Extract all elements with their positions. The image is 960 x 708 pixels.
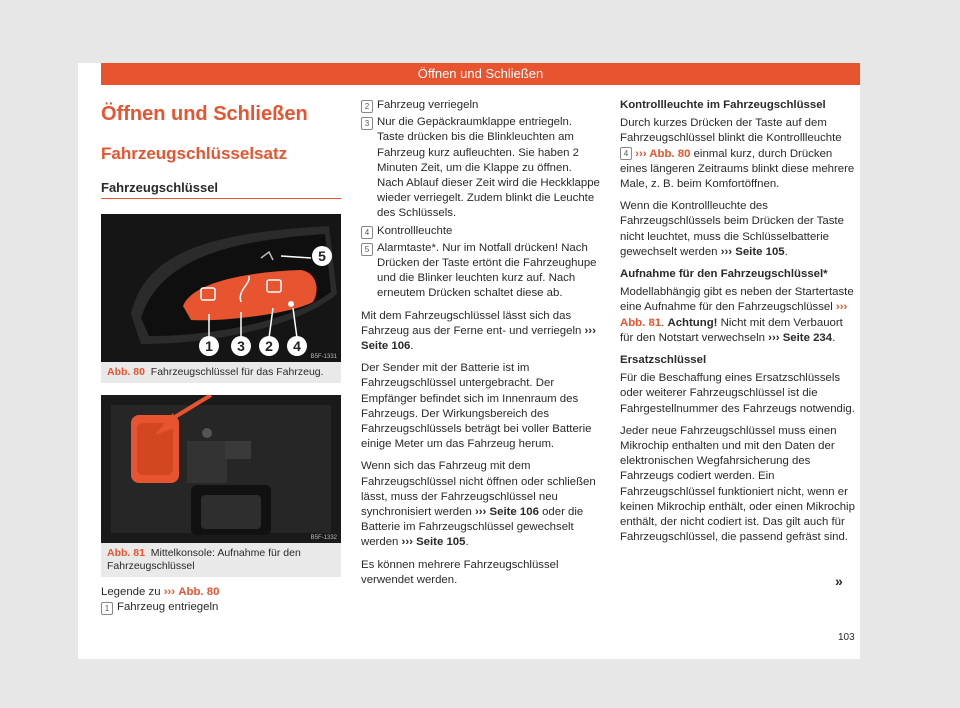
console-image	[101, 395, 341, 543]
paragraph: Wenn sich das Fahrzeug mit dem Fahrzeugschlüssel nicht öffnen oder schließen lässt, muss der Fahrzeugschlüssel neu synchronisiert werden ››› Seite 106 oder die Batterie im Fahrzeugschlüssel gewechselt werden ››› Seite 105.	[361, 460, 596, 549]
legend-item: 2 Fahrzeug verriegeln	[361, 98, 601, 113]
figure-link[interactable]: ››› Abb. 81	[620, 301, 848, 329]
subsection-title: Fahrzeugschlüssel	[101, 180, 219, 195]
section-title: Fahrzeugschlüsselsatz	[101, 144, 288, 163]
legend-number: 4	[361, 226, 373, 239]
figure-label: Abb. 81	[107, 547, 145, 559]
legend-intro: Legende zu ››› Abb. 80	[101, 586, 220, 598]
legend-number: 1	[101, 602, 113, 615]
figure-80	[101, 214, 341, 383]
page-header: Öffnen und Schließen	[101, 63, 860, 85]
callout-1: 1	[199, 336, 219, 356]
callout-2: 2	[259, 336, 279, 356]
figure-81	[101, 395, 341, 577]
key-fob-image	[101, 214, 341, 362]
paragraph: Es können mehrere Fahrzeugschlüssel verwendet werden.	[361, 558, 559, 586]
paragraph: Modellabhängig gibt es neben der Startertaste eine Aufnahme für den Fahrzeugschlüssel ››› Abb. 81. Achtung! Nicht mit dem Verbauort für den Notstart verwechseln ››› Seite 234.	[620, 286, 854, 344]
page-title: Öffnen und Schließen	[101, 103, 308, 125]
callout-5: 5	[312, 246, 332, 266]
paragraph: Jeder neue Fahrzeugschlüssel muss einen Mikrochip enthalten und mit den Daten der elektronischen Wegfahrsicherung des Fahrzeugs codiert werden. Ein Fahrzeugschlüssel funktioniert nicht, wenn er keinen Mikrochip enthält, oder einen Mikrochip enthält, der nicht codiert ist. Das gilt auch für Fahrzeugschlüssel, die passend gefräst sind.	[620, 424, 855, 544]
page-link[interactable]: ››› Seite 105	[720, 245, 785, 258]
figure-code: B5F-1332	[310, 535, 337, 541]
subheading: Kontrollleuchte im Fahrzeugschlüssel	[620, 99, 826, 111]
figure-caption	[101, 362, 341, 383]
legend-intro-arrow[interactable]: ›››	[163, 586, 176, 598]
paragraph: Für die Beschaffung eines Ersatzschlüssels oder weiterer Fahrzeugschlüssel ist die Fahrgestellnummer des Fahrzeugs notwendig.	[620, 372, 855, 415]
callout-4: 4	[287, 336, 307, 356]
paragraph: Mit dem Fahrzeugschlüssel lässt sich das Fahrzeug aus der Ferne ent- und verriegeln ››› Seite 106.	[361, 309, 596, 353]
page-link[interactable]: ››› Seite 105	[401, 536, 466, 549]
console-illustration	[101, 395, 341, 543]
right-column	[620, 98, 856, 552]
legend-item: 5 Alarmtaste*. Nur im Notfall drücken! Nach Drücken der Taste ertönt die Fahrzeughupe und die Blinker leuchten kurz auf. Nach erneutem Drücken schaltet diese ab.	[361, 241, 601, 302]
legend-number: 5	[361, 243, 373, 256]
subheading: Aufnahme für den Fahrzeugschlüssel*	[620, 268, 828, 281]
page-link[interactable]: ››› Seite 234	[768, 331, 833, 344]
figure-label: Abb. 80	[107, 366, 145, 378]
continue-marker: »	[835, 573, 843, 589]
paragraph: Wenn die Kontrollleuchte des Fahrzeugschlüssels beim Drücken der Taste nicht leuchtet, muss die Schlüsselbatterie gewechselt werden ››› Seite 105.	[620, 200, 844, 258]
legend-number: 4	[620, 147, 632, 160]
legend-number: 2	[361, 100, 373, 113]
page-link[interactable]: ››› Seite 106	[361, 324, 596, 353]
paragraph: Durch kurzes Drücken der Taste auf dem Fahrzeugschlüssel blinkt die Kontrollleuchte 4 ››› Abb. 80 einmal kurz, durch Drücken eines längeren Zeitraums blinkt diese mehrere Male, z. B. beim Komfortöffnen.	[620, 117, 855, 191]
page-link[interactable]: ››› Seite 106	[474, 506, 539, 519]
figure-link[interactable]: ››› Abb. 80	[632, 147, 691, 160]
figure-code: B5F-1331	[310, 354, 337, 360]
subsection-divider	[101, 198, 341, 199]
legend-intro-link[interactable]: Abb. 80	[178, 586, 220, 598]
subheading: Ersatzschlüssel	[620, 354, 707, 367]
legend-item: 3 Nur die Gepäckraumklappe entriegeln. Taste drücken bis die Blinkleuchten am Fahrzeug kurz aufleuchten. Sie haben 2 Minuten Zeit, um die Klappe zu öffnen. Nach Ablauf dieser Zeit wird die Heckklappe wieder verriegelt. Zudem blinkt die Leuchte des Schlüssels.	[361, 115, 601, 221]
callout-3: 3	[231, 336, 251, 356]
legend-number: 3	[361, 117, 373, 130]
page-number: 103	[838, 632, 855, 643]
legend-intro-block	[101, 585, 341, 617]
legend-item: 4 Kontrollleuchte	[361, 224, 601, 239]
figure-caption-text: Fahrzeugschlüssel für das Fahrzeug.	[150, 366, 324, 378]
paragraph: Der Sender mit der Batterie ist im Fahrzeugschlüssel untergebracht. Der Empfänger befindet sich im Innenraum des Fahrzeugs. Der Wirkungsbereich des Fahrzeugschlüssels beträgt bei voller Batterie einige Meter um das Fahrzeug herum.	[361, 362, 592, 451]
figure-caption-text: Mittelkonsole: Aufnahme für den Fahrzeugschlüssel	[107, 547, 301, 572]
legend-item: 1 Fahrzeug entriegeln	[101, 600, 341, 615]
middle-column	[361, 98, 601, 595]
figure-caption	[101, 543, 341, 577]
